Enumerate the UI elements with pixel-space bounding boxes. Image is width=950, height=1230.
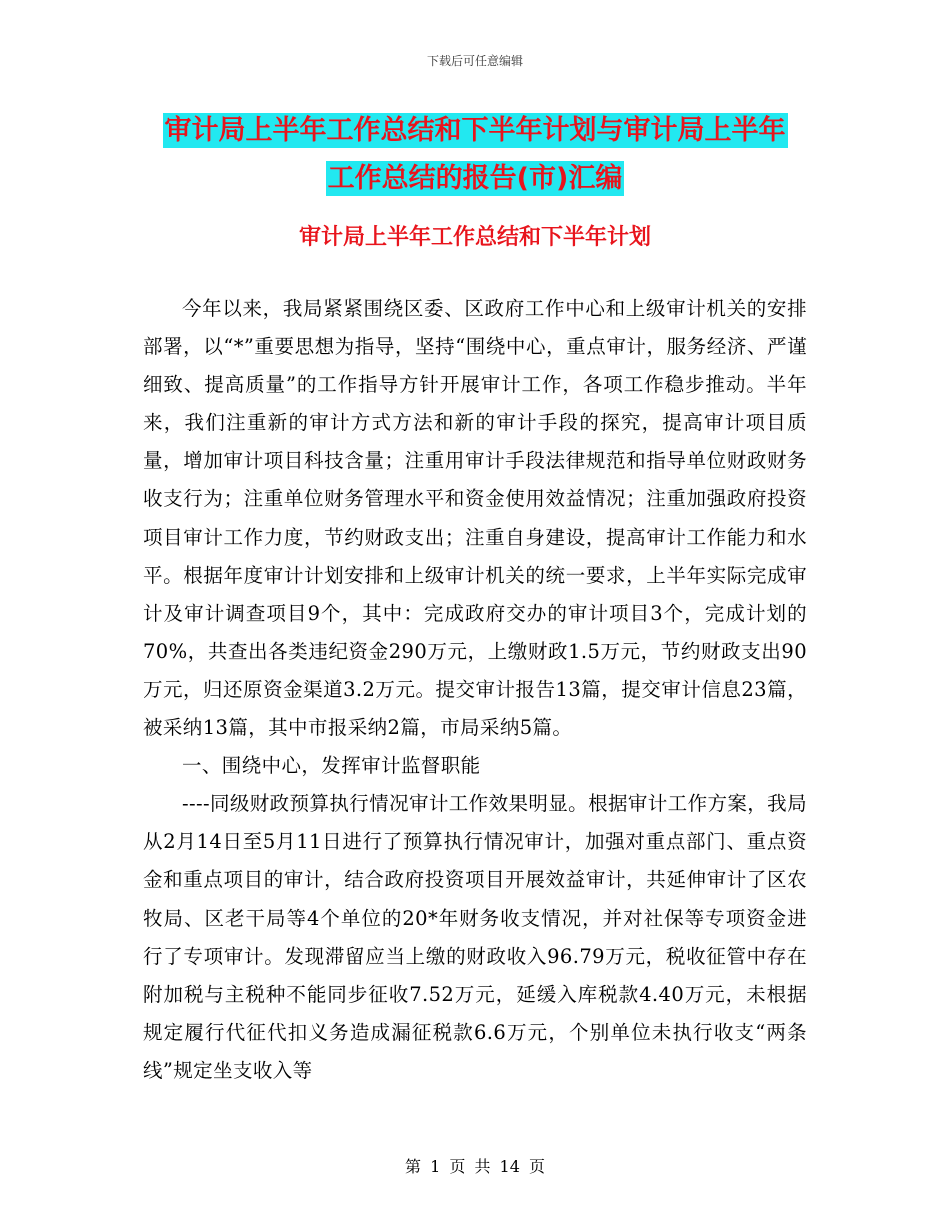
section-title: 审计局上半年工作总结和下半年计划: [298, 225, 651, 250]
page-number: 第 1 页 共 14 页: [405, 1157, 545, 1176]
paragraph-intro: 今年以来，我局紧紧围绕区委、区政府工作中心和上级审计机关的安排部署，以“*”重要思想为指导，坚持“围绕中心，重点审计，服务经济、严谨细致、提高质量”的工作指导方针开展审计工作，各项工作稳步推动。半年来，我们注重新的审计方式方法和新的审计手段的探究，提高审计项目质量，增加审计项目科技含量；注重用审计手段法律规范和指导单位财政财务收支行为；注重单位财务管理水平和资金使用效益情况；注重加强政府投资项目审计工作力度，节约财政支出；注重自身建设，提高审计工作能力和水平。根据年度审计计划安排和上级审计机关的统一要求，上半年实际完成审计及审计调查项目9个，其中：完成政府交办的审计项目3个，完成计划的70%，共查出各类违纪资金290万元，上缴财政1.5万元，节约财政支出90万元，归还原资金渠道3.2万元。提交审计报告13篇，提交审计信息23篇，被采纳13篇，其中市报采纳2篇，市局采纳5篇。: [143, 297, 807, 740]
document-body: [143, 290, 807, 1090]
paragraph-heading-1: 一、围绕中心，发挥审计监督职能: [182, 754, 481, 778]
document-title: [150, 107, 800, 203]
paragraph-budget-audit: ----同级财政预算执行情况审计工作效果明显。根据审计工作方案，我局从2月14日至5月11日进行了预算执行情况审计，加强对重点部门、重点资金和重点项目的审计，结合政府投资项目开展效益审计，共延伸审计了区农牧局、区老干局等4个单位的20*年财务收支情况，并对社保等专项资金进行了专项审计。发现滞留应当上缴的财政收入96.79万元，税收征管中存在附加税与主税种不能同步征收7.52万元，延缓入库税款4.40万元，未根据规定履行代征代扣义务造成漏征税款6.6万元，个别单位未执行收支“两条线”规定坐支收入等: [143, 792, 807, 1082]
document-title-line-2: 工作总结的报告(市)汇编: [327, 163, 623, 194]
document-title-line-1: 审计局上半年工作总结和下半年计划与审计局上半年: [164, 115, 786, 146]
page-header-note: 下载后可任意编辑: [426, 54, 523, 68]
